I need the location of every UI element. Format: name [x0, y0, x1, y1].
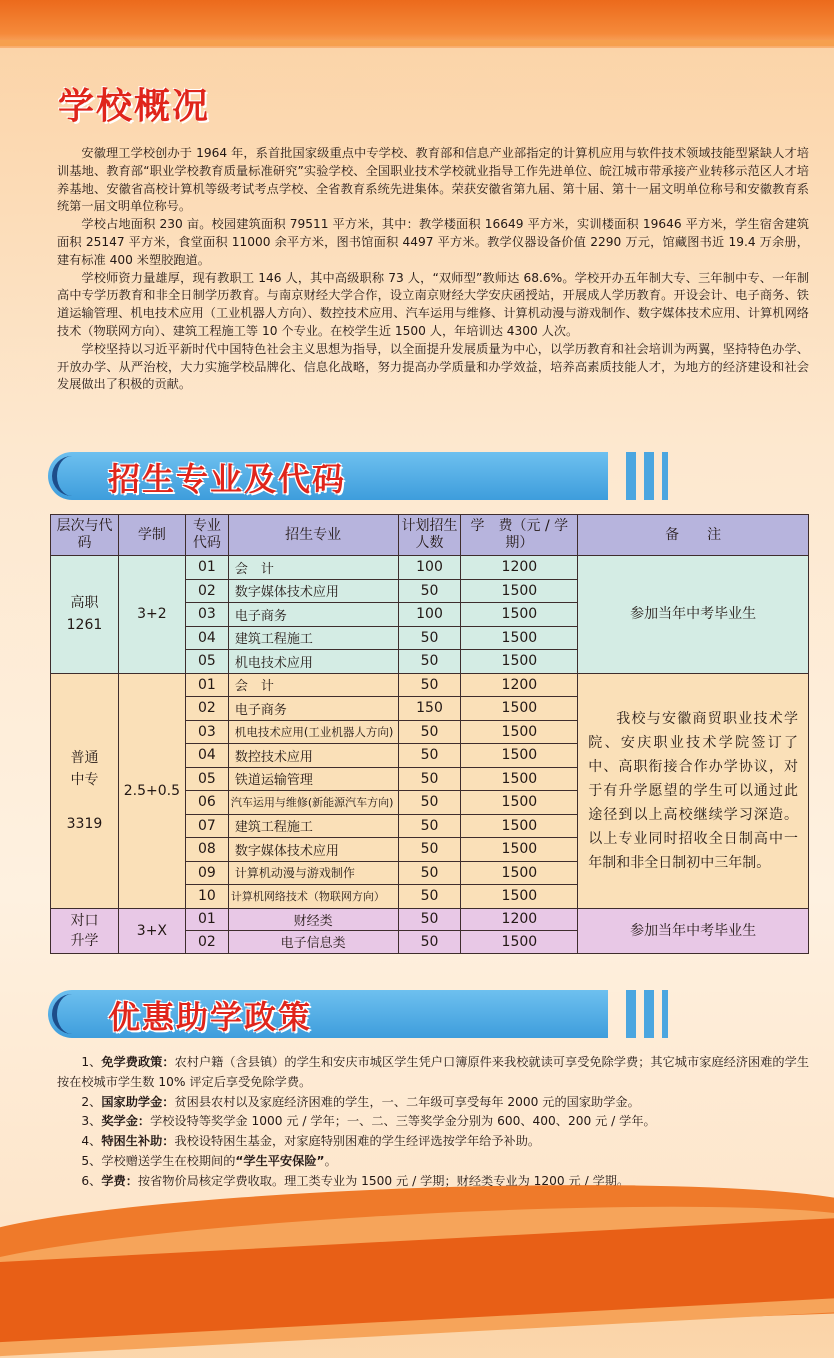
fee-cell: 1500	[461, 579, 578, 603]
level-name: 对口升学	[70, 912, 99, 949]
banner-stripe	[662, 990, 668, 1038]
policy-item-text: 按省物价局核定学费收取。理工类专业为 1500 元 / 学期；财经类专业为 1200 元 / 学期。	[137, 1173, 630, 1188]
policy-list	[57, 1053, 809, 1192]
page-title: 学校概况	[58, 86, 211, 127]
level-cell	[51, 556, 119, 674]
major-cell: 电子商务	[228, 697, 398, 721]
code-cell: 03	[185, 603, 228, 627]
plan-cell: 50	[398, 579, 461, 603]
plan-cell: 50	[398, 838, 461, 862]
major-cell: 建筑工程施工	[228, 626, 398, 650]
plan-cell: 50	[398, 861, 461, 885]
system-cell: 2.5+0.5	[118, 673, 185, 908]
policy-section-heading: 优惠助学政策	[108, 998, 313, 1036]
policy-item	[57, 1112, 809, 1132]
plan-cell: 50	[398, 767, 461, 791]
policy-item-number: 1、	[81, 1055, 102, 1069]
intro-paragraph: 学校师资力量雄厚，现有教职工 146 人，其中高级职称 73 人，“双师型”教师达 68.6%。学校开办五年制大专、三年制中专、一年制高中专学历教育和非全日制学历教育。与南京财经大学合作，设立南京财经大学安庆函授站，开展成人学历教育。开设会计、电子商务、铁道运输管理、机电技术应用（工业机器人方向）、数控技术应用、汽车运用与维修、计算机动漫与游戏制作、数字媒体技术应用、计算机网络技术（物联网方向）、建筑工程施工等 10 个专业。在校学生近 1500 人，年培训达 4300 人次。	[57, 270, 809, 338]
plan-cell: 50	[398, 673, 461, 697]
fee-cell: 1500	[461, 697, 578, 721]
intro-paragraph: 学校坚持以习近平新时代中国特色社会主义思想为指导，以全面提升发展质量为中心，以学历教育和社会培训为两翼，坚持特色办学、开放办学、从严治校，大力实施学校品牌化、信息化战略，努力提高办学质量和办学效益，培养高素质技能人才，为地方的经济建设和社会发展做出了积极的贡献。	[57, 341, 809, 392]
policy-item-label: 学费：	[101, 1173, 138, 1188]
fee-cell: 1500	[461, 626, 578, 650]
fee-cell: 1500	[461, 767, 578, 791]
plan-cell: 50	[398, 931, 461, 954]
code-cell: 02	[185, 579, 228, 603]
level-name: 高职	[70, 595, 99, 612]
majors-section-banner	[48, 452, 668, 500]
banner-stripe	[644, 990, 654, 1038]
table-row	[51, 556, 809, 580]
policy-item-text: 农村户籍（含县镇）的学生和安庆市城区学生凭户口簿原件来我校就读可享受免除学费；其它城市家庭经济困难的学生按在校城市学生数 10% 评定后享受免除学费。	[57, 1055, 810, 1089]
intro-text	[57, 145, 809, 394]
banner-stripe	[644, 452, 654, 500]
fee-cell: 1500	[461, 791, 578, 815]
code-cell: 08	[185, 838, 228, 862]
code-cell: 03	[185, 720, 228, 744]
plan-cell: 50	[398, 814, 461, 838]
major-cell: 计算机网络技术（物联网方向）	[228, 885, 398, 909]
top-decor-stripe	[0, 40, 834, 46]
major-cell: 建筑工程施工	[228, 814, 398, 838]
plan-cell: 150	[398, 697, 461, 721]
major-cell: 计算机动漫与游戏制作	[228, 861, 398, 885]
plan-cell: 50	[398, 744, 461, 768]
code-cell: 02	[185, 697, 228, 721]
code-cell: 01	[185, 908, 228, 931]
major-cell: 会 计	[228, 673, 398, 697]
major-cell: 数控技术应用	[228, 744, 398, 768]
policy-item	[57, 1132, 809, 1152]
code-cell: 05	[185, 767, 228, 791]
fee-cell: 1500	[461, 720, 578, 744]
header-major: 招生专业	[228, 515, 398, 556]
code-cell: 02	[185, 931, 228, 954]
fee-cell: 1500	[461, 650, 578, 674]
major-cell: 铁道运输管理	[228, 767, 398, 791]
fee-cell: 1200	[461, 908, 578, 931]
major-cell: 机电技术应用	[228, 650, 398, 674]
policy-item-number: 6、	[81, 1173, 102, 1188]
note-cell: 参加当年中考毕业生	[578, 908, 809, 953]
system-cell: 3+X	[118, 908, 185, 953]
header-system: 学制	[118, 515, 185, 556]
code-cell: 09	[185, 861, 228, 885]
code-cell: 05	[185, 650, 228, 674]
fee-cell: 1200	[461, 673, 578, 697]
majors-section-heading: 招生专业及代码	[108, 460, 347, 498]
major-cell: 电子信息类	[228, 931, 398, 954]
table-row	[51, 673, 809, 697]
fee-cell: 1500	[461, 744, 578, 768]
majors-table	[50, 514, 809, 954]
intro-paragraph: 安徽理工学校创办于 1964 年，系首批国家级重点中专学校、教育部和信息产业部指定的计算机应用与软件技术领域技能型紧缺人才培训基地、教育部“职业学校教育质量标准研究”实验学校、全国职业技术学校就业指导工作先进单位、皖江城市带承接产业转移示范区人才培养基地、安徽省高校计算机等级考试考点学校、全省教育系统先进集体。荣获安徽省第九届、第十届、第十一届文明单位称号和安徽教育系统第一届文明单位称号。	[57, 146, 809, 214]
header-level: 层次与代码	[51, 515, 119, 556]
level-cell	[51, 908, 119, 953]
policy-item-text: 贫困县农村以及家庭经济困难的学生，一、二年级可享受每年 2000 元的国家助学金。	[174, 1094, 640, 1109]
policy-item-emphasis: “学生平安保险”	[235, 1153, 325, 1168]
plan-cell: 50	[398, 650, 461, 674]
plan-cell: 100	[398, 603, 461, 627]
major-cell: 机电技术应用(工业机器人方向)	[228, 720, 398, 744]
fee-cell: 1500	[461, 861, 578, 885]
header-code: 专业代码	[185, 515, 228, 556]
policy-item-text: 学校赠送学生在校期间的	[101, 1153, 236, 1168]
policy-item-number: 5、	[81, 1153, 102, 1168]
policy-item-text: 我校设特困生基金，对家庭特别困难的学生经评选按学年给予补助。	[174, 1134, 541, 1149]
major-cell: 电子商务	[228, 603, 398, 627]
major-cell: 数字媒体技术应用	[228, 838, 398, 862]
major-cell: 汽车运用与维修(新能源汽车方向)	[228, 791, 398, 815]
policy-item-number: 2、	[81, 1094, 102, 1109]
policy-item	[57, 1053, 809, 1093]
level-code: 3319	[66, 815, 103, 832]
fee-cell: 1500	[461, 603, 578, 627]
header-note: 备 注	[578, 515, 809, 556]
fee-cell: 1500	[461, 885, 578, 909]
banner-stripe	[662, 452, 668, 500]
banner-stripe	[626, 990, 636, 1038]
plan-cell: 50	[398, 908, 461, 931]
policy-item-label: 奖学金：	[101, 1114, 151, 1129]
code-cell: 04	[185, 626, 228, 650]
note-cell: 参加当年中考毕业生	[578, 556, 809, 674]
code-cell: 04	[185, 744, 228, 768]
policy-item-number: 4、	[81, 1134, 102, 1149]
fee-cell: 1500	[461, 814, 578, 838]
plan-cell: 50	[398, 626, 461, 650]
code-cell: 06	[185, 791, 228, 815]
plan-cell: 50	[398, 885, 461, 909]
policy-item-label: 国家助学金：	[101, 1094, 175, 1109]
intro-paragraph: 学校占地面积 230 亩。校园建筑面积 79511 平方米，其中：教学楼面积 16649 平方米，实训楼面积 19646 平方米，学生宿舍建筑面积 25147 平方米，食堂面积 11000 余平方米，图书馆面积 4497 平方米。教学仪器设备价值 2290 万元，馆藏图书近 19.4 万余册，建有标准 400 米塑胶跑道。	[57, 217, 809, 267]
policy-item-text: 学校设特等奖学金 1000 元 / 学年；一、二、三等奖学金分别为 600、400、200 元 / 学年。	[150, 1114, 656, 1129]
level-name: 普通中专	[70, 749, 99, 788]
plan-cell: 50	[398, 791, 461, 815]
fee-cell: 1500	[461, 838, 578, 862]
policy-item	[57, 1093, 809, 1113]
table-row	[51, 908, 809, 931]
level-code: 1261	[66, 617, 103, 634]
fee-cell: 1500	[461, 931, 578, 954]
code-cell: 01	[185, 673, 228, 697]
code-cell: 07	[185, 814, 228, 838]
policy-item-number: 3、	[81, 1114, 102, 1129]
major-cell: 财经类	[228, 908, 398, 931]
major-cell: 会 计	[228, 556, 398, 580]
policy-item-text: 。	[324, 1153, 337, 1168]
banner-stripe	[626, 452, 636, 500]
policy-item-label: 特困生补助：	[101, 1134, 175, 1149]
plan-cell: 100	[398, 556, 461, 580]
fee-cell: 1200	[461, 556, 578, 580]
policy-section-banner	[48, 990, 668, 1038]
policy-item-label: 免学费政策：	[101, 1055, 175, 1069]
header-plan: 计划招生人数	[398, 515, 461, 556]
major-cell: 数字媒体技术应用	[228, 579, 398, 603]
header-fee: 学 费（元 / 学期）	[461, 515, 578, 556]
policy-item	[57, 1152, 809, 1172]
code-cell: 01	[185, 556, 228, 580]
code-cell: 10	[185, 885, 228, 909]
plan-cell: 50	[398, 720, 461, 744]
level-cell	[51, 673, 119, 908]
note-cell: 我校与安徽商贸职业技术学院、安庆职业技术学院签订了中、高职衔接合作办学协议，对于有升学愿望的学生可以通过此途径到以上高校继续学习深造。以上专业同时招收全日制高中一年制和非全日制初中三年制。	[578, 673, 809, 908]
system-cell: 3+2	[118, 556, 185, 674]
